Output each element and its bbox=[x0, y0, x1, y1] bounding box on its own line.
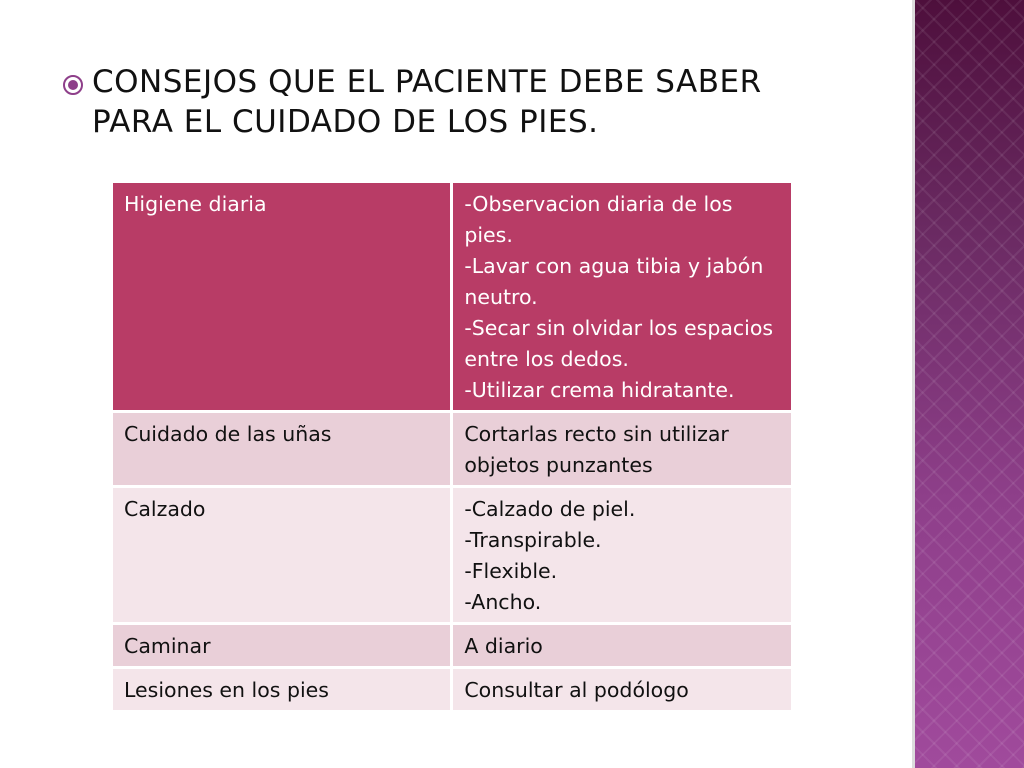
advice-cell bbox=[452, 624, 793, 668]
advice-line: Consultar al podólogo bbox=[464, 678, 689, 702]
advice-line: -Observacion diaria de los pies. bbox=[464, 192, 733, 247]
title-line-2: PARA EL CUIDADO DE LOS PIES. bbox=[92, 104, 599, 140]
topic-cell: Caminar bbox=[112, 624, 452, 668]
topic-cell: Cuidado de las uñas bbox=[112, 412, 452, 487]
slide-title bbox=[92, 62, 762, 142]
advice-line: Cortarlas recto sin utilizar objetos punzantes bbox=[464, 422, 729, 477]
table-row-unas bbox=[112, 412, 793, 487]
advice-line: -Lavar con agua tibia y jabón neutro. bbox=[464, 254, 764, 309]
topic-cell: Higiene diaria bbox=[112, 182, 452, 412]
advice-line: A diario bbox=[464, 634, 543, 658]
advice-cell bbox=[452, 412, 793, 487]
topic-cell: Lesiones en los pies bbox=[112, 668, 452, 712]
target-bullet-icon bbox=[62, 74, 84, 96]
advice-cell bbox=[452, 487, 793, 624]
advice-line: -Ancho. bbox=[464, 590, 542, 614]
decorative-side-band bbox=[912, 0, 1024, 768]
advice-line: -Transpirable. bbox=[464, 528, 602, 552]
title-line-1: CONSEJOS QUE EL PACIENTE DEBE SABER bbox=[92, 64, 762, 100]
table-row-calzado bbox=[112, 487, 793, 624]
topic-cell: Calzado bbox=[112, 487, 452, 624]
advice-line: -Utilizar crema hidratante. bbox=[464, 378, 735, 402]
advice-cell bbox=[452, 182, 793, 412]
foot-care-table bbox=[110, 180, 794, 713]
title-row bbox=[62, 62, 892, 142]
table-row-caminar bbox=[112, 624, 793, 668]
advice-line: -Secar sin olvidar los espacios entre los dedos. bbox=[464, 316, 774, 371]
advice-line: -Calzado de piel. bbox=[464, 497, 636, 521]
table-row-higiene bbox=[112, 182, 793, 412]
advice-cell bbox=[452, 668, 793, 712]
side-band-edge bbox=[912, 0, 915, 768]
table-row-lesiones bbox=[112, 668, 793, 712]
advice-line: -Flexible. bbox=[464, 559, 558, 583]
